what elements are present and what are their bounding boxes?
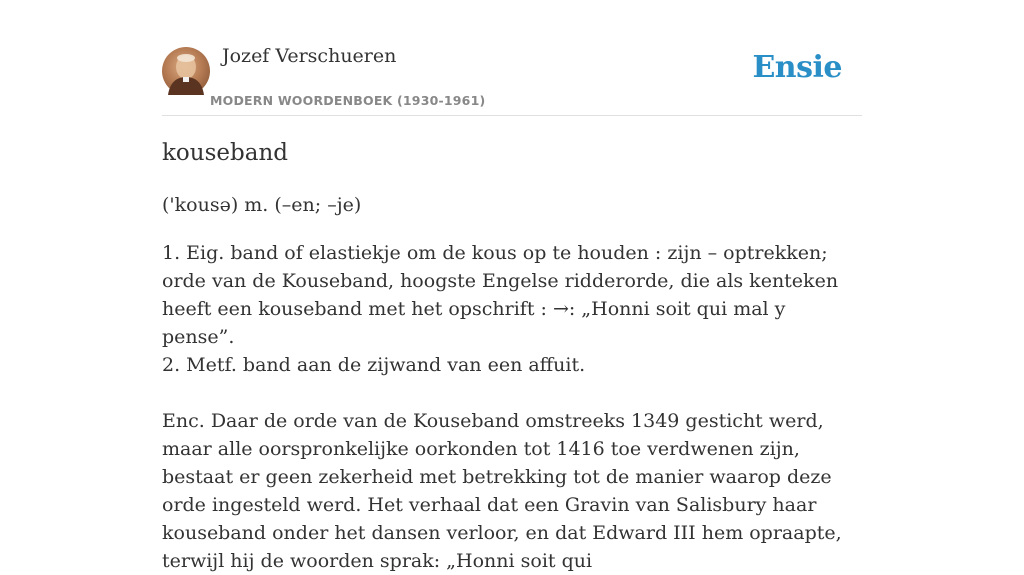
brand-logo[interactable]: Ensie <box>752 50 842 85</box>
definition-body <box>162 239 862 575</box>
portrait-icon <box>162 47 210 95</box>
sense-2: 2. Metf. band aan de zijwand van een affuit. <box>162 354 586 376</box>
pronunciation: ('kousə) m. (–en; –je) <box>162 194 362 216</box>
page-container <box>162 0 862 572</box>
author-avatar[interactable] <box>162 47 210 95</box>
sense-1: 1. Eig. band of elastiekje om de kous op te houden : zijn – optrekken; orde van de Kouseband, hoogste Engelse ridderorde, die als kenteken heeft een kouseband met het opschrift : →: „Honni soit qui mal y pense”. <box>162 242 839 348</box>
entry-header <box>162 0 862 116</box>
encyclopedic-note: Enc. Daar de orde van de Kouseband omstreeks 1349 gesticht werd, maar alle oorspronkelijke oorkonden tot 1416 toe verdwenen zijn, bestaat er geen zekerheid met betrekking tot de manier waarop deze orde ingesteld werd. Het verhaal dat een Gravin van Salisbury haar kouseband onder het dansen verloor, en dat Edward III hem opraapte, terwijl hij de woorden sprak: „Honni soit qui <box>162 410 842 572</box>
headword: kouseband <box>162 140 288 166</box>
author-name[interactable]: Jozef Verschueren <box>222 45 397 67</box>
paragraph-spacer <box>162 379 862 407</box>
source-label[interactable]: MODERN WOORDENBOEK (1930-1961) <box>210 93 486 108</box>
